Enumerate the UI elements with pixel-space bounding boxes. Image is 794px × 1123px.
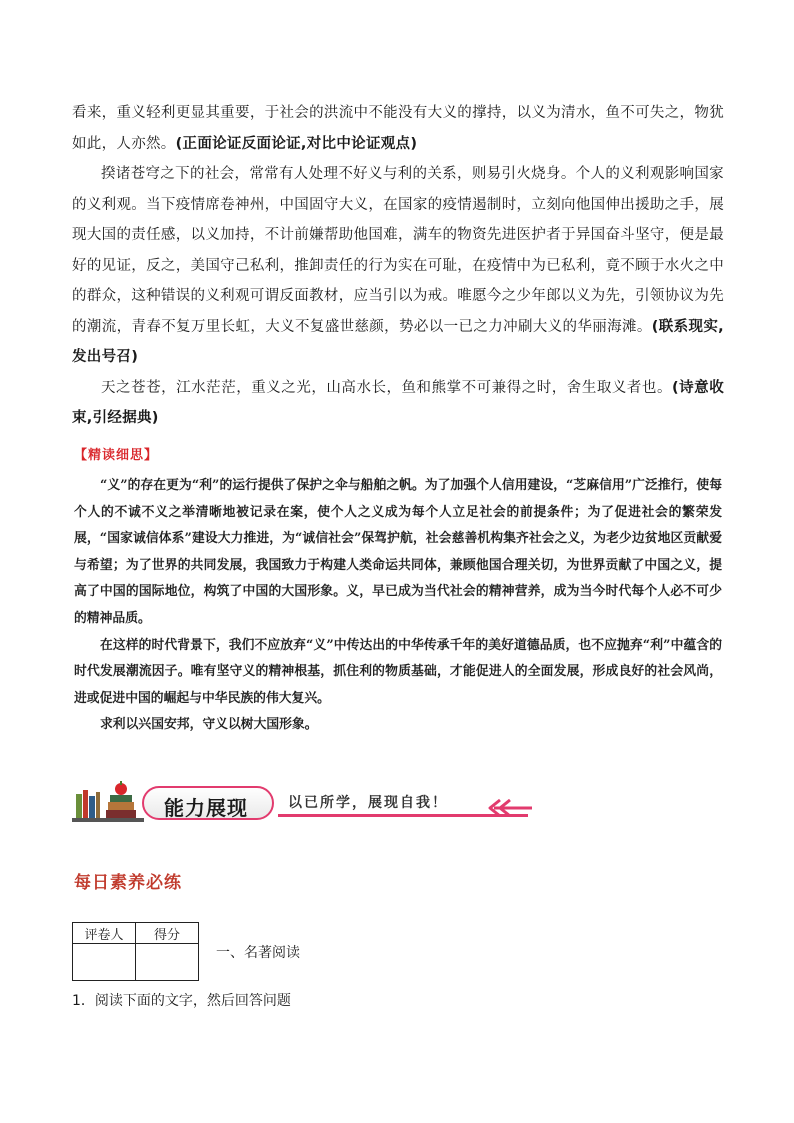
essay-paragraph-3-text: 天之苍苍，江水茫茫，重义之光，山高水长，鱼和熊掌不可兼得之时，舍生取义者也。 bbox=[101, 379, 672, 396]
question-1: 1．阅读下面的文字，然后回答问题 bbox=[72, 993, 291, 1009]
double-arrow-left-icon bbox=[486, 796, 534, 820]
jingdu-paragraph-3: 求利以兴国安邦，守义以树大国形象。 bbox=[100, 717, 318, 733]
section-label: 一、名著阅读 bbox=[216, 945, 300, 961]
essay-paragraph-1-text: 看来，重义轻利更显其重要，于社会的洪流中不能没有大义的撑持，以义为清水，鱼不可失之，物犹如此，人亦然。 bbox=[72, 105, 724, 152]
ability-banner bbox=[72, 780, 532, 830]
essay-paragraph-2-note: (联系现实,发出号召) bbox=[72, 318, 724, 365]
essay-paragraph-2 bbox=[72, 159, 724, 373]
essay-paragraph-3-note: (诗意收束,引经据典) bbox=[72, 379, 724, 426]
daily-practice-heading: 每日素养必练 bbox=[74, 873, 182, 893]
essay-paragraph-1-note: (正面论证反面论证,对比中论证观点) bbox=[175, 135, 418, 152]
score-table-score-cell bbox=[136, 944, 199, 981]
score-table-grader-header: 评卷人 bbox=[73, 923, 136, 944]
jingdu-paragraph-1: “义”的存在更为“利”的运行提供了保护之伞与船舶之帆。为了加强个人信用建设，“芝麻信用”广泛推行，使每个人的不诚不义之举清晰地被记录在案，使个人之义成为每个人立足社会的前提条件；为了促进社会的繁荣发展，“国家诚信体系”建设大力推进，为“诚信社会”保驾护航，社会慈善机构集齐社会之义，为老少边贫地区贡献爱与希望；为了世界的共同发展，我国致力于构建人类命运共同体，兼顾他国合理关切，为世界贡献了中国之义，提高了中国的国际地位，构筑了中国的大国形象。义，早已成为当代社会的精神营养，成为当今时代每个人必不可少的精神品质。 bbox=[74, 478, 722, 626]
score-table-grader-cell bbox=[73, 944, 136, 981]
jingdu-paragraph-2: 在这样的时代背景下，我们不应放弃“义”中传达出的中华传承千年的美好道德品质，也不应抛弃“利”中蕴含的时代发展潮流因子。唯有坚守义的精神根基，抓住利的物质基础，才能促进人的全面发展，形成良好的社会风尚，进或促进中国的崛起与中华民族的伟大复兴。 bbox=[74, 637, 722, 706]
jingdu-title: 【精读细思】 bbox=[74, 448, 159, 463]
banner-title: 能力展现 bbox=[164, 796, 248, 820]
jingdu-body bbox=[74, 473, 722, 739]
essay-body bbox=[72, 98, 724, 434]
essay-paragraph-3 bbox=[72, 373, 724, 434]
essay-paragraph-1 bbox=[72, 98, 724, 159]
score-table-score-header: 得分 bbox=[136, 923, 199, 944]
score-table bbox=[72, 922, 199, 981]
banner-slogan: 以已所学，展现自我！ bbox=[288, 795, 448, 811]
essay-paragraph-2-text: 揆诸苍穹之下的社会，常常有人处理不好义与利的关系，则易引火烧身。个人的义利观影响国家的义利观。当下疫情席卷神州，中国固守大义，在国家的疫情遏制时，立刻向他国伸出援助之手，展现大国的责任感，以义加持，不计前嫌帮助他国难，满车的物资先进医护者于异国奋斗坚守，便是最好的见证，反之，美国守己私利，推卸责任的行为实在可耻，在疫情中为已私利，竟不顾于水火之中的群众，这种错误的义利观可谓反面教材，应当引以为戒。唯愿今之少年郎以义为先，引领协议为先的潮流，青春不复万里长虹，大义不复盛世慈颜，势必以一已之力冲刷大义的华丽海滩。 bbox=[72, 166, 724, 335]
books-icon bbox=[72, 780, 144, 822]
